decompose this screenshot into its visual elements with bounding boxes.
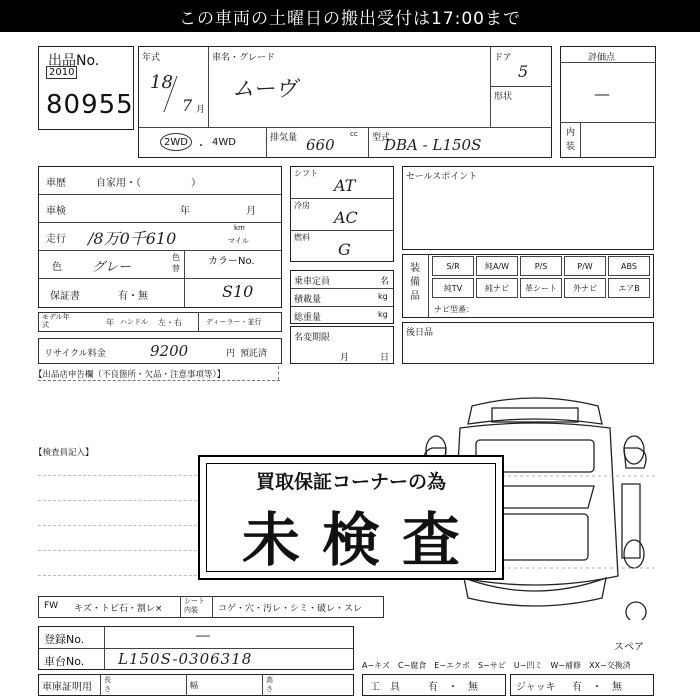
fuel-value: G [338,240,351,259]
color-no-value: S10 [222,282,254,301]
equipment-label: 装備品 [410,263,420,302]
after-dates-box [402,322,654,364]
seat-label: シート内装 [184,597,205,614]
inspection-label: 車検 [46,206,66,217]
inspection-month-unit: 月 [246,206,256,217]
garage-cert-label: 車庫証明用 [42,682,92,693]
seller-note-label: 【出品店申告欄（不良箇所・欠品・注意事項等）】 [34,370,226,380]
warranty-label: 保証書 [50,291,80,302]
equipment-item: S/R [432,256,474,276]
garage-height: 高さ [266,676,273,693]
chassis-label: 車台No. [44,655,85,668]
history-value: 自家用・（ ） [96,178,201,189]
displacement-label: 排気量 [270,133,298,143]
load-label: 積載量 [294,295,322,305]
equipment-item: P/S [520,256,562,276]
name-change-label: 名変期限 [294,333,331,343]
name-change-day: 日 [380,353,390,363]
inspection-year-unit: 年 [180,206,190,217]
color-value: グレー [92,260,132,275]
model-type-label: 型式 [372,133,391,143]
after-dates-label: 後日品 [406,328,434,338]
equipment-item: 純A/W [476,256,518,276]
gross-label: 総重量 [294,313,322,323]
chassis-value: L150S-0306318 [118,650,253,668]
name-change-month: 月 [340,353,350,363]
registration-label: 登録No. [44,633,85,646]
fw-items: キズ・トビ石・割レ× [74,604,163,614]
sales-point-label: セールスポイント [406,172,478,182]
capacity-unit: 名 [380,277,390,287]
stamp-main-text: 未検査 [241,506,482,574]
recycle-value: 9200 [150,342,189,360]
inspector-note-label: 【検査員記入】 [34,448,94,458]
score-label: 評価点 [588,53,616,63]
shift-value: AT [334,176,356,195]
model-year-label: 年式 [142,53,161,63]
not-inspected-stamp [198,455,504,580]
capacity-label: 乗車定員 [294,277,331,287]
garage-length: 長さ [104,676,111,693]
model-type-value: DBA - L150S [384,136,482,154]
score-value: — [594,84,610,103]
mileage-unit-km: km [234,224,245,232]
displacement-unit: cc [350,130,358,138]
warranty-options: 有・無 [118,291,148,302]
banner: この車両の土曜日の搬出受付は17:00まで [0,0,700,32]
interior-label: 内装 [566,128,576,152]
model-month-unit: 月 [196,105,206,115]
seat-items: コゲ・穴・汚レ・シミ・破レ・スレ [218,604,363,614]
damage-legend: A−キズ C−腐食 E−エクボ S−サビ U−凹ミ W−補修 XX−交換済 [362,661,631,670]
aircon-label: 冷房 [294,201,310,210]
equipment-item: P/W [564,256,606,276]
car-name-value: ムーヴ [232,77,297,102]
color-label: 色 [52,262,62,273]
color-change-label: 色替 [172,253,180,273]
recycle-unit: 円 [226,349,236,359]
history-label: 車歴 [46,178,66,189]
equipment-item: 純ナビ [476,278,518,298]
equipment-item: エアB [608,278,650,298]
drive-2wd: 2WD [164,137,188,148]
door-value: 5 [518,62,529,81]
handle-options: 左・右 [158,318,182,327]
displacement-value: 660 [306,136,335,154]
model-year-row-label: モデル年式 [42,313,70,329]
equipment-item: 外ナビ [564,278,606,298]
model-month-value: 7 [182,96,193,115]
fuel-label: 燃料 [294,233,310,242]
dealer-label: ディーラー・並行 [206,318,262,326]
lot-number: 80955 [46,90,134,120]
shift-label: シフト [294,169,318,178]
model-year-value: 18 [150,72,173,93]
shape-label: 形状 [494,92,513,102]
mileage-value: /8万0千610 [88,229,177,248]
color-no-label: カラーNo. [208,256,255,267]
spare-label: スペア [614,642,644,653]
recycle-note: 預託済 [240,349,268,359]
garage-width: 幅 [190,681,198,690]
equipment-item: 革シート [520,278,562,298]
stamp-subtitle: 買取保証コーナーの為 [255,471,446,493]
registration-value: ― [196,628,210,644]
fw-label: FW [44,601,59,611]
drive-sep: ・ [196,141,206,152]
model-year-row-year: 年 [106,318,114,327]
aircon-value: AC [334,208,358,227]
mileage-unit-mile: マイル [228,237,249,245]
lot-label: 出品No. [48,53,100,69]
jack-label: ジャッキ [516,682,556,693]
mileage-label: 走行 [46,234,66,245]
tools-options: 有 ・ 無 [428,682,478,693]
equipment-item: ABS [608,256,650,276]
equipment-item: 純TV [432,278,474,298]
door-label: ドア [494,53,512,63]
recycle-label: リサイクル料金 [44,349,106,359]
load-unit: kg [378,292,388,301]
car-name-label: 車名・グレード [212,53,276,63]
drive-4wd: 4WD [212,137,236,148]
jack-options: 有 ・ 無 [572,682,622,693]
navi-label: ナビ型番： [434,305,474,314]
lot-year: 2010 [46,66,77,79]
gross-unit: kg [378,310,388,319]
handle-label: ハンドル [120,318,148,326]
tools-label: 工 具 [370,682,400,693]
